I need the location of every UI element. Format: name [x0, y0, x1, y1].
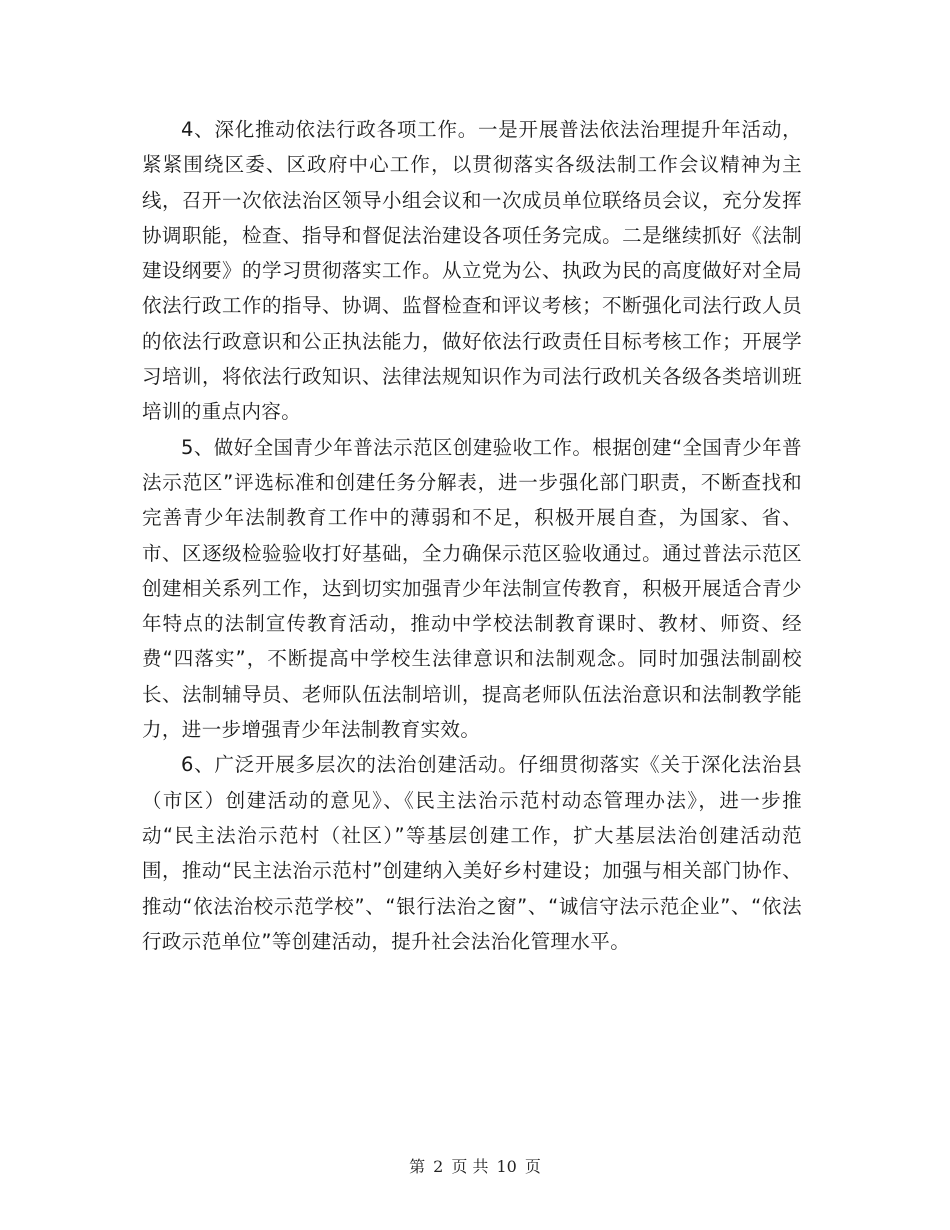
- page-footer: [0, 1154, 950, 1177]
- footer-page-mid: 页 共: [451, 1157, 489, 1176]
- paragraph-item-5: 5、做好全国青少年普法示范区创建验收工作。根据创建“全国青少年普法示范区”评选标准和创建任务分解表，进一步强化部门职责，不断查找和完善青少年法制教育工作中的薄弱和不足，积极开展自查，为国家、省、市、区逐级检验验收打好基础，全力确保示范区验收通过。通过普法示范区创建相关系列工作，达到切实加强青少年法制宣传教育，积极开展适合青少年特点的法制宣传教育活动，推动中学校法制教育课时、教材、师资、经费“四落实”，不断提高中学校生法律意识和法制观念。同时加强法制副校长、法制辅导员、老师队伍法制培训，提高老师队伍法治意识和法制教学能力，进一步增强青少年法制教育实效。: [142, 435, 802, 742]
- footer-page-number: 2: [433, 1157, 444, 1176]
- document-body: [142, 112, 802, 959]
- footer-page-prefix: 第: [409, 1157, 426, 1176]
- paragraph-item-6: 6、广泛开展多层次的法治创建活动。仔细贯彻落实《关于深化法治县（市区）创建活动的意见》、《民主法治示范村动态管理办法》，进一步推动“民主法治示范村（社区）”等基层创建工作，扩大基层法治创建活动范围，推动“民主法治示范村”创建纳入美好乡村建设；加强与相关部门协作、推动“依法治校示范学校”、“银行法治之窗”、“诚信守法示范企业”、“依法行政示范单位”等创建活动，提升社会法治化管理水平。: [142, 753, 802, 953]
- paragraph-item-4: 4、深化推动依法行政各项工作。一是开展普法依法治理提升年活动，紧紧围绕区委、区政府中心工作，以贯彻落实各级法制工作会议精神为主线，召开一次依法治区领导小组会议和一次成员单位联络员会议，充分发挥协调职能，检查、指导和督促法治建设各项任务完成。二是继续抓好《法制建设纲要》的学习贯彻落实工作。从立党为公、执政为民的高度做好对全局依法行政工作的指导、协调、监督检查和评议考核；不断强化司法行政人员的依法行政意识和公正执法能力，做好依法行政责任目标考核工作；开展学习培训，将依法行政知识、法律法规知识作为司法行政机关各级各类培训班培训的重点内容。: [142, 118, 802, 424]
- footer-page-suffix: 页: [524, 1157, 541, 1176]
- footer-total-pages: 10: [496, 1157, 517, 1176]
